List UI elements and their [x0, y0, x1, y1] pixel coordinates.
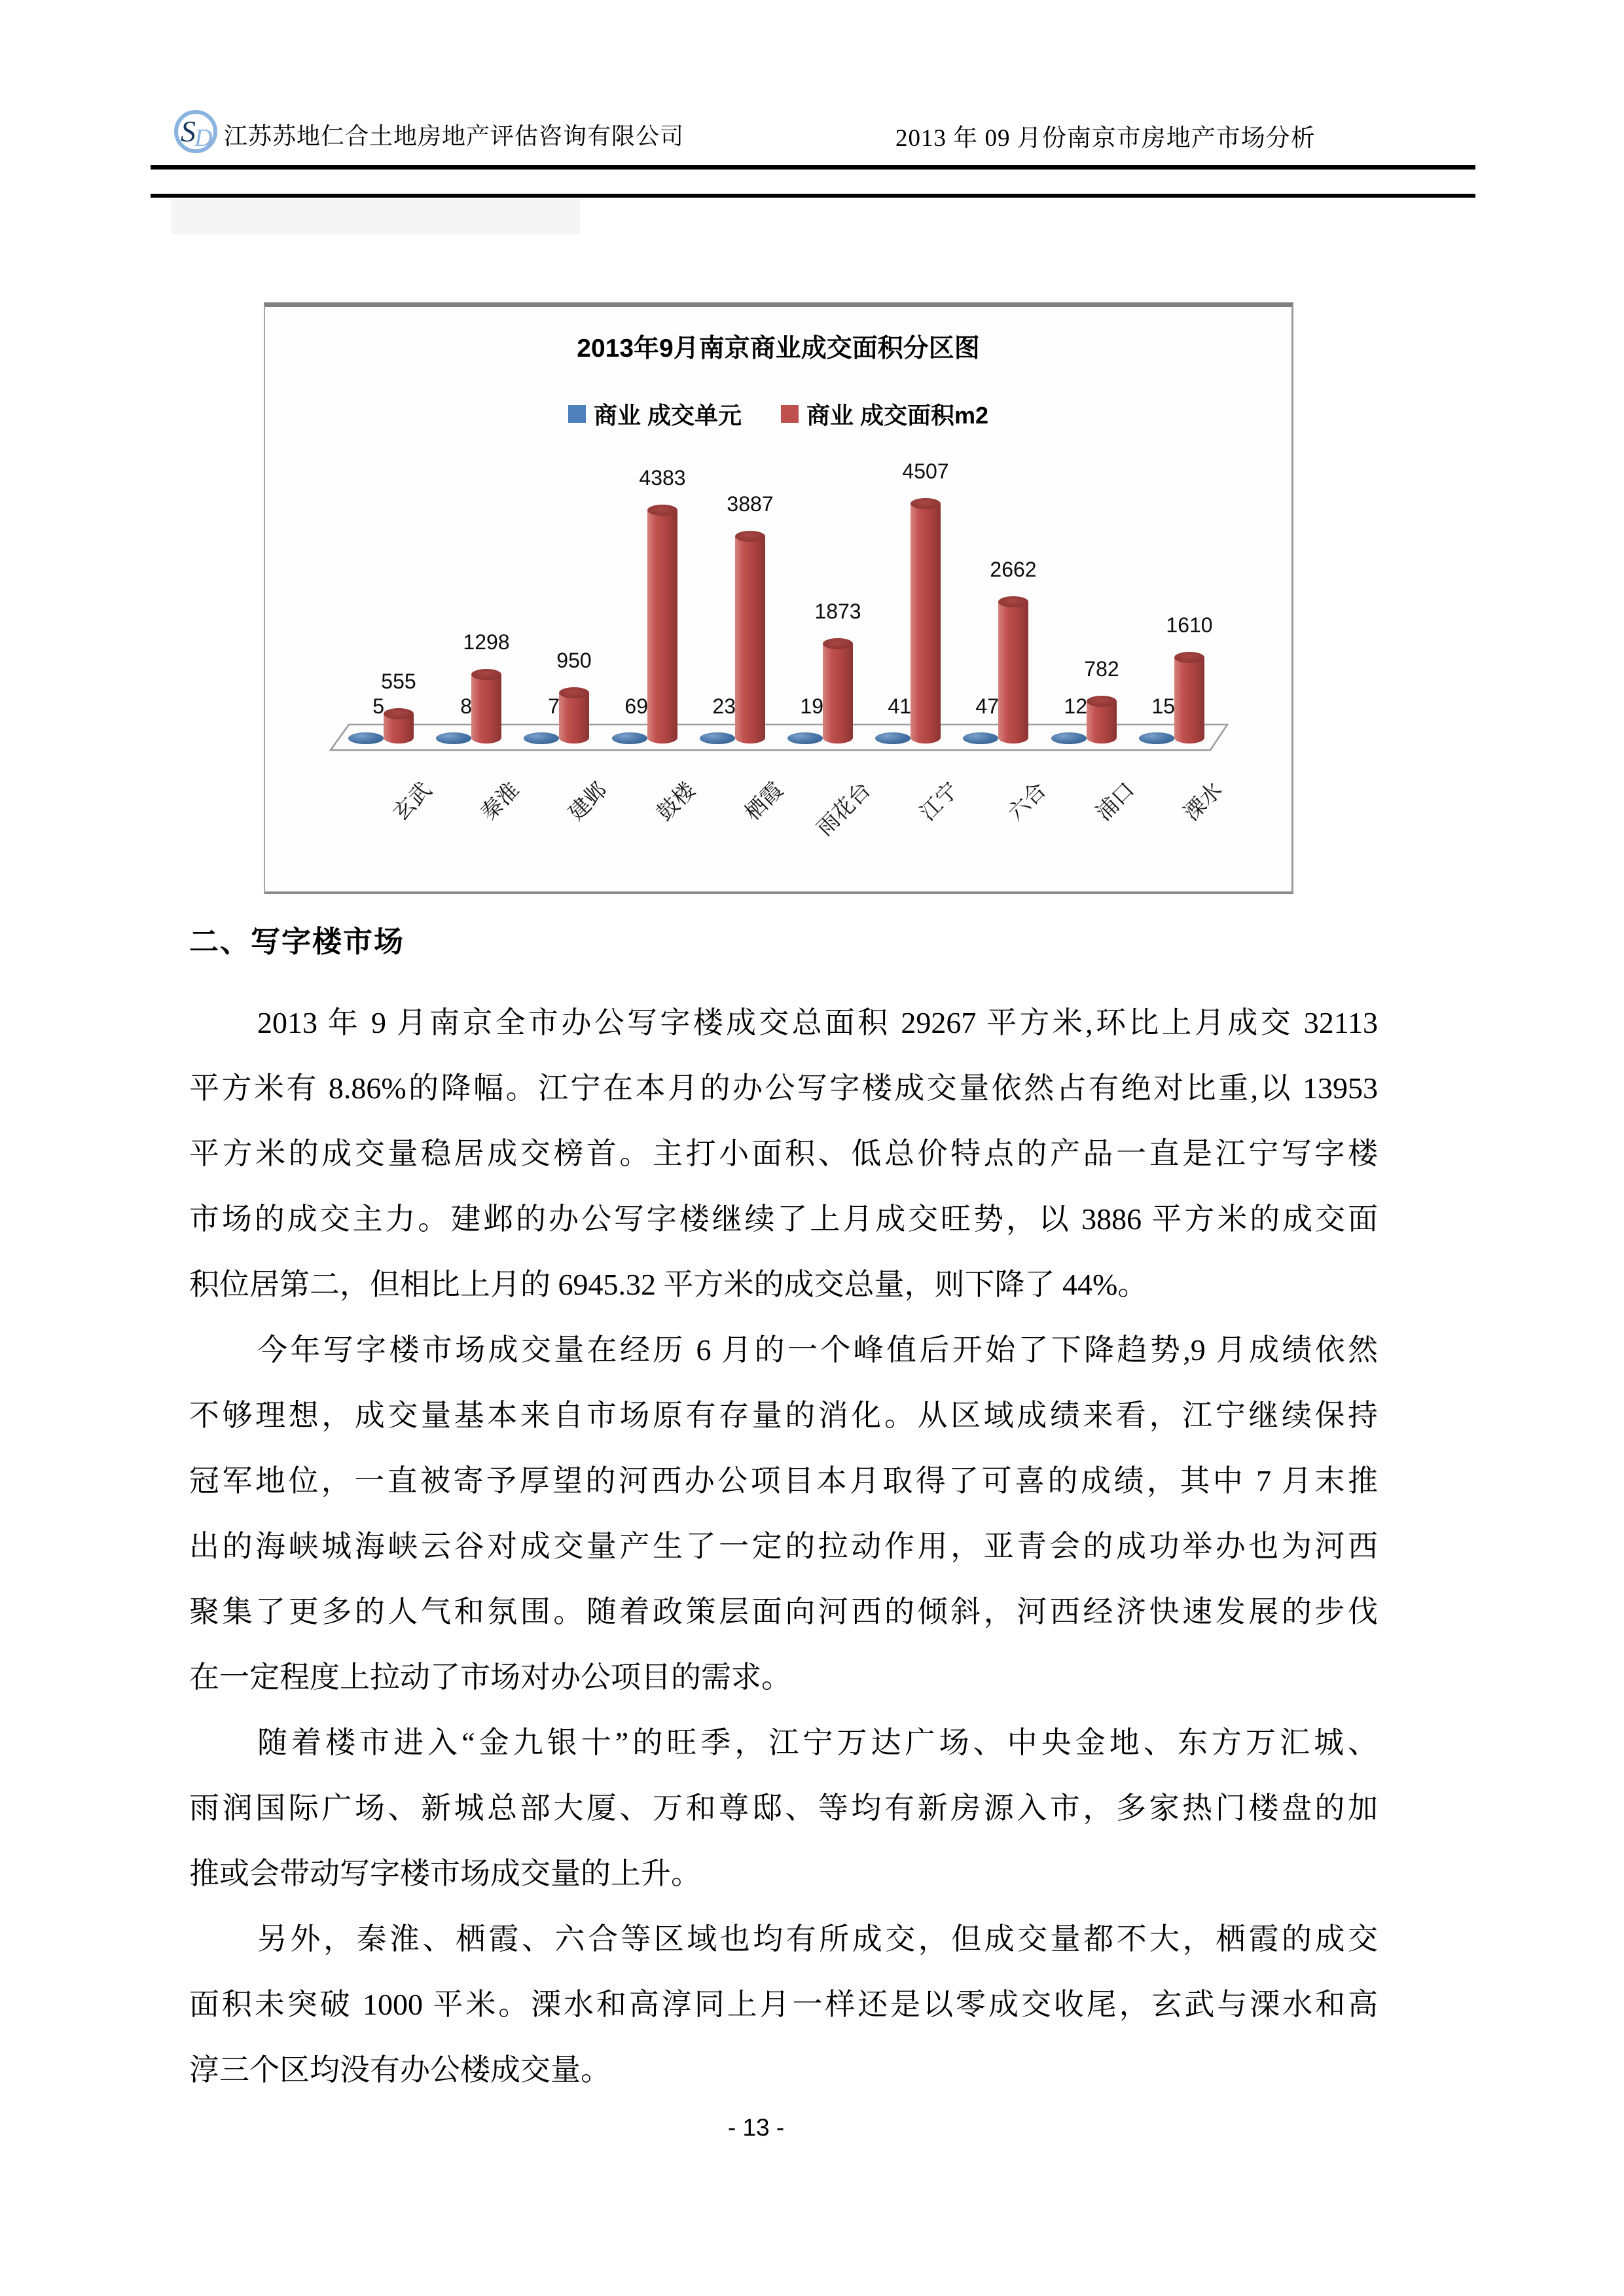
- category-label: 溧水: [1180, 778, 1227, 826]
- data-label-area: 1610: [1166, 613, 1213, 637]
- category-label: 浦口: [1092, 778, 1140, 826]
- body-line: 另外，秦淮、栖霞、六合等区域也均有所成交，但成交量都不大，栖霞的成交: [257, 1922, 1378, 1956]
- legend-label-area: 商业 成交面积m2: [806, 402, 989, 429]
- bar-area: [1174, 658, 1204, 744]
- bar-area-top-icon: [471, 669, 501, 680]
- body-line: 面积未突破 1000 平米。溧水和高淳同上月一样还是以零成交收尾，玄武与溧水和高: [189, 1988, 1378, 2021]
- category-label: 六合: [1003, 778, 1051, 826]
- data-label-units: 12: [1064, 694, 1087, 718]
- bar-units-marker-icon: [787, 732, 823, 744]
- data-label-units: 7: [548, 694, 560, 718]
- bar-units-marker-icon: [875, 732, 911, 744]
- data-label-area: 782: [1084, 657, 1119, 681]
- category-label: 秦淮: [477, 778, 524, 826]
- bar-area-top-icon: [823, 638, 853, 649]
- svg-text:S: S: [181, 115, 196, 148]
- bar-area-top-icon: [1174, 652, 1204, 663]
- bar-area-top-icon: [735, 531, 765, 542]
- category-label: 雨花台: [813, 778, 876, 841]
- body-line: 积位居第二，但相比上月的 6945.32 平方米的成交总量，则下降了 44%。: [189, 1268, 1148, 1301]
- bar-units-marker-icon: [524, 732, 559, 744]
- data-label-area: 2662: [990, 558, 1037, 581]
- body-line: 今年写字楼市场成交量在经历 6 月的一个峰值后开始了下降趋势,9 月成绩依然: [257, 1333, 1378, 1367]
- bar-area-top-icon: [911, 498, 941, 509]
- category-label: 江宁: [916, 778, 964, 826]
- legend-label-units: 商业 成交单元: [593, 402, 742, 429]
- body-line: 市场的成交主力。建邺的办公写字楼继续了上月成交旺势，以 3886 平方米的成交面: [189, 1202, 1378, 1236]
- body-line: 平方米的成交量稳居成交榜首。主打小面积、低总价特点的产品一直是江宁写字楼: [189, 1137, 1378, 1170]
- data-label-units: 23: [712, 694, 736, 718]
- chart-title: 2013年9月南京商业成交面积分区图: [577, 334, 980, 363]
- header-rule-top: [151, 165, 1475, 170]
- body-line: 不够理想，成交量基本来自市场原有存量的消化。从区域成绩来看，江宁继续保持: [189, 1399, 1378, 1432]
- bar-units-marker-icon: [348, 732, 384, 744]
- bar-units-marker-icon: [700, 732, 735, 744]
- body-line: 平方米有 8.86%的降幅。江宁在本月的办公写字楼成交量依然占有绝对比重,以 13953: [189, 1071, 1378, 1105]
- body-line: 在一定程度上拉动了市场对办公项目的需求。: [189, 1660, 791, 1694]
- body-line: 2013 年 9 月南京全市办公写字楼成交总面积 29267 平方米,环比上月成交 32113: [257, 1006, 1378, 1039]
- bar-area: [998, 602, 1028, 744]
- legend-item-area: [781, 397, 988, 431]
- bar-units-marker-icon: [612, 732, 647, 744]
- section-heading: 二、写字楼市场: [189, 925, 405, 958]
- data-label-units: 5: [372, 694, 384, 718]
- bar-units-marker-icon: [1051, 732, 1087, 744]
- data-label-area: 3887: [727, 492, 774, 516]
- data-label-area: 950: [556, 649, 592, 672]
- company-name: 江苏苏地仁合土地房地产评估咨询有限公司: [224, 123, 685, 149]
- data-label-area: 555: [381, 670, 416, 693]
- header-rule-bottom: [151, 194, 1475, 198]
- commercial-transactions-chart: [264, 302, 1293, 894]
- data-label-units: 69: [624, 694, 648, 718]
- bar-units-marker-icon: [963, 732, 998, 744]
- legend-swatch-units-icon: [568, 405, 586, 423]
- data-label-units: 8: [460, 694, 472, 718]
- body-line: 推或会带动写字楼市场成交量的上升。: [189, 1857, 701, 1890]
- body-line: 随着楼市进入“金九银十”的旺季，江宁万达广场、中央金地、东方万汇城、: [257, 1726, 1378, 1759]
- report-title: 2013 年 09 月份南京市房地产市场分析: [895, 125, 1316, 152]
- highlight-remnant: [171, 199, 580, 234]
- bar-units-marker-icon: [436, 732, 471, 744]
- bar-area-top-icon: [998, 596, 1028, 607]
- data-label-area: 4383: [639, 466, 686, 490]
- data-label-units: 15: [1151, 694, 1175, 718]
- chart-legend: [265, 397, 1291, 431]
- category-label: 建邺: [564, 778, 612, 826]
- body-line: 聚集了更多的人气和氛围。随着政策层面向河西的倾斜，河西经济快速发展的步伐: [189, 1595, 1378, 1628]
- body-line: 雨润国际广场、新城总部大厦、万和尊邸、等均有新房源入市，多家热门楼盘的加: [189, 1791, 1378, 1825]
- data-label-area: 1873: [814, 600, 861, 623]
- data-label-units: 47: [975, 694, 999, 718]
- body-line: 淳三个区均没有办公楼成交量。: [189, 2053, 611, 2087]
- body-line: 冠军地位，一直被寄予厚望的河西办公项目本月取得了可喜的成绩，其中 7 月末推: [189, 1464, 1378, 1498]
- body-text: [189, 990, 1378, 2103]
- page-number: - 13 -: [727, 2114, 785, 2141]
- category-label: 鼓楼: [653, 778, 700, 826]
- data-label-area: 4507: [902, 459, 949, 483]
- data-label-units: 19: [800, 694, 823, 718]
- body-line: 出的海峡城海峡云谷对成交量产生了一定的拉动作用，亚青会的成功举办也为河西: [189, 1530, 1378, 1563]
- category-label: 玄武: [389, 778, 437, 826]
- legend-swatch-area-icon: [781, 405, 799, 423]
- category-label: 栖霞: [740, 778, 788, 826]
- bar-units-marker-icon: [1139, 732, 1174, 744]
- legend-item-units: [568, 397, 742, 431]
- data-label-area: 1298: [463, 630, 510, 654]
- bar-area-top-icon: [647, 505, 677, 516]
- data-label-units: 41: [888, 694, 911, 718]
- svg-text:D: D: [194, 124, 213, 152]
- company-logo-icon: [173, 109, 219, 154]
